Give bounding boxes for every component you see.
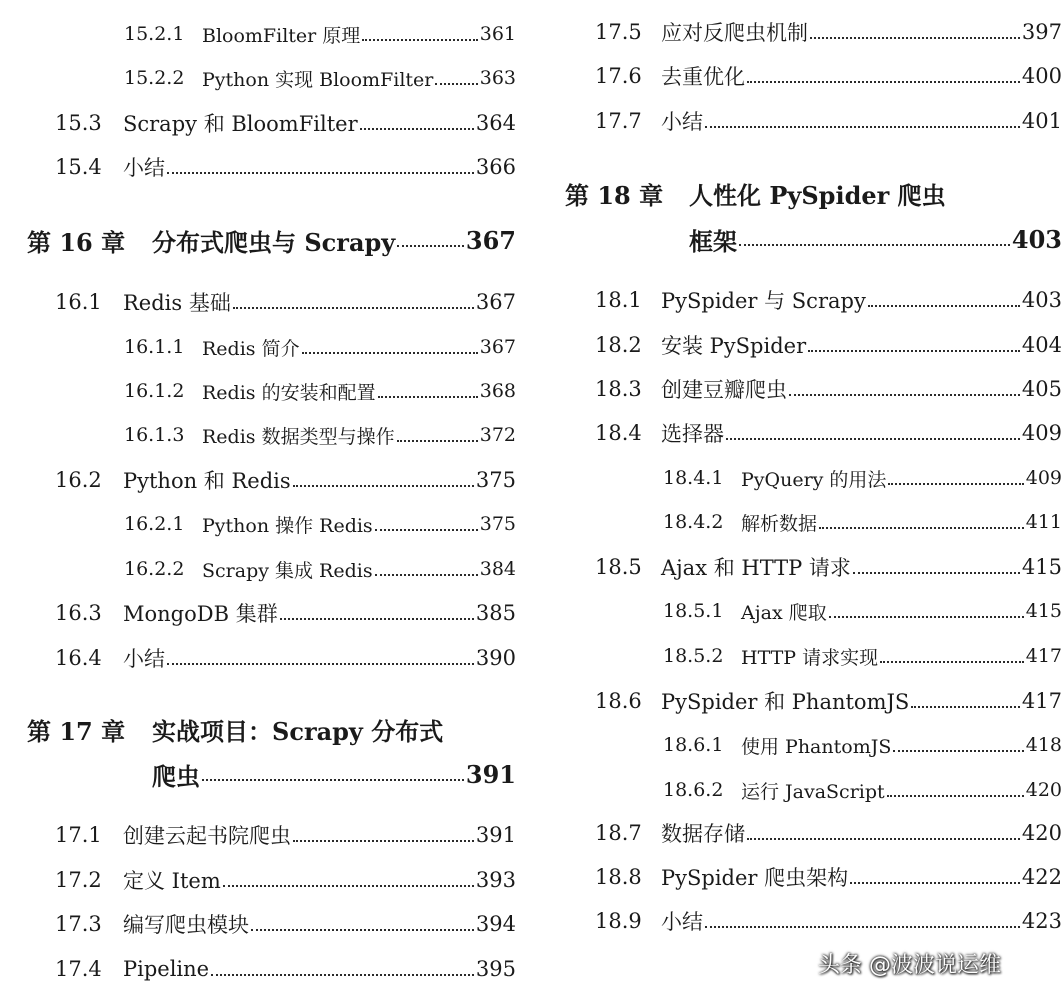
toc-entry xyxy=(565,415,1062,451)
dot-leader xyxy=(302,352,478,354)
page-number: 420 xyxy=(1025,779,1062,801)
dot-leader xyxy=(705,126,1020,128)
entry-title: Python 和 Redis xyxy=(123,469,291,493)
entry-title-continued: 爬虫 xyxy=(152,761,200,791)
toc-entry xyxy=(565,504,1062,540)
entry-title: 应对反爬虫机制 xyxy=(661,21,808,45)
dot-leader xyxy=(378,396,478,398)
toc-entry xyxy=(565,638,1062,674)
entry-title: PySpider 与 Scrapy xyxy=(661,289,866,313)
toc-entry xyxy=(565,58,1062,94)
entry-number: 18.5 xyxy=(595,555,642,579)
entry-title: 去重优化 xyxy=(661,65,745,89)
dot-leader xyxy=(810,37,1020,39)
entry-number: 17.4 xyxy=(55,957,102,981)
entry-title: Ajax 爬取 xyxy=(741,601,827,624)
entry-title: HTTP 请求实现 xyxy=(741,646,879,669)
entry-title: 编写爬虫模块 xyxy=(123,913,249,937)
dot-leader xyxy=(868,305,1020,307)
toc-entry xyxy=(0,506,516,542)
page-number: 364 xyxy=(475,111,516,135)
page-number: 391 xyxy=(465,759,516,789)
toc-entry xyxy=(565,103,1062,139)
entry-title: Redis 数据类型与操作 xyxy=(202,425,395,448)
toc-entry xyxy=(0,284,516,320)
toc-entry xyxy=(0,462,516,498)
entry-title: 定义 Item xyxy=(123,869,221,893)
chapter-heading xyxy=(565,175,1062,211)
entry-title: 创建云起书院爬虫 xyxy=(123,824,291,848)
entry-title: 小结 xyxy=(123,156,165,180)
page-number: 411 xyxy=(1025,511,1062,533)
toc-entry xyxy=(0,862,516,898)
toc-entry xyxy=(565,327,1062,363)
entry-number: 16.3 xyxy=(55,601,102,625)
dot-leader xyxy=(223,885,474,887)
page-number: 400 xyxy=(1021,64,1062,88)
page-number: 423 xyxy=(1021,909,1062,933)
toc-entry xyxy=(565,282,1062,318)
toc-entry xyxy=(0,105,516,141)
dot-leader xyxy=(789,394,1020,396)
toc-entry xyxy=(0,551,516,587)
entry-number: 第 18 章 xyxy=(565,180,664,210)
dot-leader xyxy=(808,350,1020,352)
entry-title: PyQuery 的用法 xyxy=(741,468,887,491)
chapter-heading-continued xyxy=(565,221,1062,257)
entry-number: 18.3 xyxy=(595,377,642,401)
entry-title: 小结 xyxy=(661,110,703,134)
dot-leader xyxy=(251,929,474,931)
entry-number: 第 16 章 xyxy=(27,227,126,257)
page-number: 363 xyxy=(479,67,516,89)
page-number: 375 xyxy=(475,468,516,492)
page-number: 409 xyxy=(1021,421,1062,445)
entry-number: 15.2.1 xyxy=(124,23,185,45)
entry-number: 17.2 xyxy=(55,868,102,892)
page-number: 404 xyxy=(1021,333,1062,357)
page-number: 361 xyxy=(479,23,516,45)
page-number: 403 xyxy=(1021,288,1062,312)
entry-title: Redis 简介 xyxy=(202,337,300,360)
entry-number: 15.4 xyxy=(55,155,102,179)
dot-leader xyxy=(819,527,1024,529)
page-number: 405 xyxy=(1021,377,1062,401)
page-number: 420 xyxy=(1021,821,1062,845)
entry-title: Python 实现 BloomFilter xyxy=(202,68,434,91)
watermark: 头条 @波波说运维 xyxy=(818,953,1001,978)
page-number: 415 xyxy=(1021,555,1062,579)
entry-title: 运行 JavaScript xyxy=(741,780,885,803)
dot-leader xyxy=(375,574,478,576)
entry-number: 18.2 xyxy=(595,333,642,357)
chapter-heading-continued xyxy=(0,756,516,792)
toc-entry xyxy=(565,727,1062,763)
entry-number: 15.2.2 xyxy=(124,67,185,89)
entry-number: 16.1.3 xyxy=(124,424,185,446)
entry-title: PySpider 和 PhantomJS xyxy=(661,690,910,714)
chapter-heading xyxy=(0,222,516,258)
page-number: 366 xyxy=(475,155,516,179)
entry-number: 16.1 xyxy=(55,290,102,314)
entry-number: 18.8 xyxy=(595,865,642,889)
dot-leader xyxy=(888,483,1023,485)
toc-entry xyxy=(0,951,516,987)
chapter-heading xyxy=(0,711,516,747)
entry-title: PySpider 爬虫架构 xyxy=(661,866,849,890)
page-number: 367 xyxy=(479,336,516,358)
toc-entry xyxy=(565,14,1062,50)
page-number: 393 xyxy=(475,868,516,892)
page-number: 375 xyxy=(479,513,516,535)
dot-leader xyxy=(360,128,474,130)
page-number: 395 xyxy=(475,957,516,981)
entry-number: 17.3 xyxy=(55,912,102,936)
entry-number: 18.6.1 xyxy=(663,734,724,756)
toc-entry xyxy=(0,149,516,185)
entry-title: 数据存储 xyxy=(661,822,745,846)
toc-entry xyxy=(565,859,1062,895)
dot-leader xyxy=(887,795,1024,797)
dot-leader xyxy=(726,438,1020,440)
toc-entry xyxy=(565,772,1062,808)
page-number: 415 xyxy=(1025,600,1062,622)
toc-entry xyxy=(0,329,516,365)
entry-title: 实战项目：Scrapy 分布式 xyxy=(152,716,444,746)
page-number: 394 xyxy=(475,912,516,936)
toc-entry xyxy=(0,906,516,942)
page-number: 390 xyxy=(475,646,516,670)
page-number: 403 xyxy=(1011,224,1062,254)
dot-leader xyxy=(850,882,1020,884)
entry-number: 16.2.1 xyxy=(124,513,185,535)
entry-number: 16.4 xyxy=(55,646,102,670)
entry-number: 18.6.2 xyxy=(663,779,724,801)
dot-leader xyxy=(293,485,474,487)
entry-number: 16.1.2 xyxy=(124,380,185,402)
entry-title: 小结 xyxy=(661,910,703,934)
dot-leader xyxy=(167,663,474,665)
entry-title: Python 操作 Redis xyxy=(202,514,373,537)
entry-title: Ajax 和 HTTP 请求 xyxy=(661,556,851,580)
entry-title: 解析数据 xyxy=(741,512,818,535)
page-number: 401 xyxy=(1021,109,1062,133)
toc-entry xyxy=(0,417,516,453)
entry-number: 16.1.1 xyxy=(124,336,185,358)
dot-leader xyxy=(739,244,1010,246)
entry-title: Scrapy 和 BloomFilter xyxy=(123,112,358,136)
entry-number: 16.2.2 xyxy=(124,558,185,580)
entry-title: BloomFilter 原理 xyxy=(202,24,361,47)
entry-number: 18.4 xyxy=(595,421,642,445)
entry-title: Redis 的安装和配置 xyxy=(202,381,376,404)
page-number: 422 xyxy=(1021,865,1062,889)
dot-leader xyxy=(362,39,477,41)
dot-leader xyxy=(397,440,478,442)
entry-number: 18.7 xyxy=(595,821,642,845)
page-number: 391 xyxy=(475,823,516,847)
toc-entry xyxy=(0,817,516,853)
entry-title: 安装 PySpider xyxy=(661,334,807,358)
dot-leader xyxy=(167,172,474,174)
entry-number: 18.4.2 xyxy=(663,511,724,533)
dot-leader xyxy=(893,750,1023,752)
page-number: 417 xyxy=(1021,689,1062,713)
toc-entry xyxy=(0,16,516,52)
dot-leader xyxy=(280,618,474,620)
entry-title: Scrapy 集成 Redis xyxy=(202,559,373,582)
entry-number: 18.9 xyxy=(595,909,642,933)
toc-entry xyxy=(0,373,516,409)
dot-leader xyxy=(911,706,1020,708)
entry-number: 18.6 xyxy=(595,689,642,713)
dot-leader xyxy=(829,616,1024,618)
page-number: 368 xyxy=(479,380,516,402)
toc-entry xyxy=(565,903,1062,939)
entry-title: Redis 基础 xyxy=(123,291,231,315)
entry-title: 创建豆瓣爬虫 xyxy=(661,378,787,402)
dot-leader xyxy=(705,926,1020,928)
dot-leader xyxy=(293,840,474,842)
toc-entry xyxy=(565,593,1062,629)
entry-title: 选择器 xyxy=(661,422,724,446)
toc-entry xyxy=(565,549,1062,585)
dot-leader xyxy=(880,661,1024,663)
entry-title: 人性化 PySpider 爬虫 xyxy=(689,180,946,210)
page-number: 397 xyxy=(1021,20,1062,44)
entry-number: 18.5.1 xyxy=(663,600,724,622)
page-number: 372 xyxy=(479,424,516,446)
dot-leader xyxy=(435,83,477,85)
page-number: 409 xyxy=(1025,467,1062,489)
dot-leader xyxy=(211,974,474,976)
dot-leader xyxy=(233,307,474,309)
dot-leader xyxy=(747,838,1020,840)
dot-leader xyxy=(853,572,1020,574)
toc-entry xyxy=(565,460,1062,496)
entry-title: Pipeline xyxy=(123,957,210,981)
toc-entry xyxy=(565,683,1062,719)
toc-entry xyxy=(0,60,516,96)
entry-title: 使用 PhantomJS xyxy=(741,735,892,758)
entry-number: 18.1 xyxy=(595,288,642,312)
entry-number: 17.6 xyxy=(595,64,642,88)
entry-title: MongoDB 集群 xyxy=(123,602,278,626)
toc-entry xyxy=(0,640,516,676)
entry-number: 18.5.2 xyxy=(663,645,724,667)
entry-number: 第 17 章 xyxy=(27,716,126,746)
toc-entry xyxy=(0,595,516,631)
entry-title-continued: 框架 xyxy=(689,226,737,256)
dot-leader xyxy=(747,81,1020,83)
page-number: 385 xyxy=(475,601,516,625)
page-number: 384 xyxy=(479,558,516,580)
page-number: 367 xyxy=(465,225,516,255)
entry-number: 17.7 xyxy=(595,109,642,133)
dot-leader xyxy=(375,529,478,531)
entry-number: 18.4.1 xyxy=(663,467,724,489)
dot-leader xyxy=(397,245,464,247)
page-number: 418 xyxy=(1025,734,1062,756)
toc-entry xyxy=(565,371,1062,407)
entry-title: 分布式爬虫与 Scrapy xyxy=(152,227,396,257)
dot-leader xyxy=(202,779,464,781)
page-number: 417 xyxy=(1025,645,1062,667)
entry-number: 17.5 xyxy=(595,20,642,44)
entry-title: 小结 xyxy=(123,647,165,671)
toc-entry xyxy=(565,815,1062,851)
entry-number: 16.2 xyxy=(55,468,102,492)
entry-number: 15.3 xyxy=(55,111,102,135)
entry-number: 17.1 xyxy=(55,823,102,847)
page-number: 367 xyxy=(475,290,516,314)
